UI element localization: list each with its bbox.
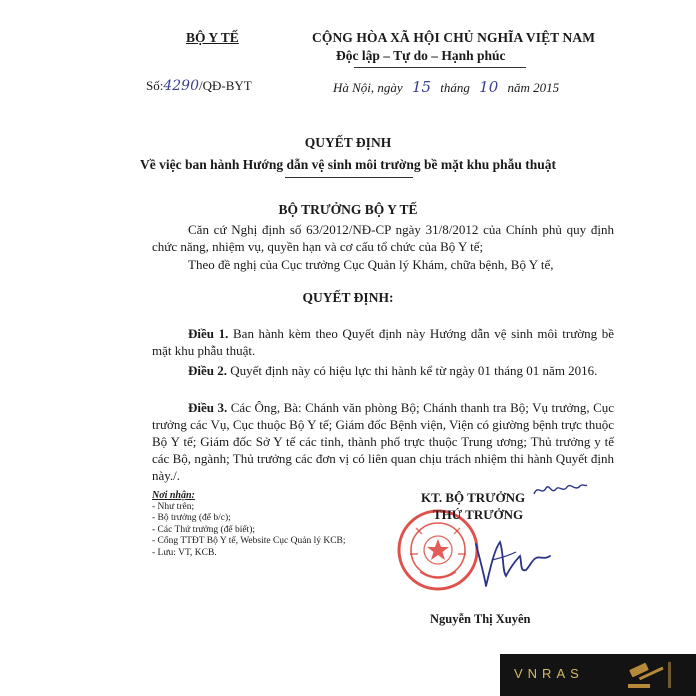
date-month-word: tháng (440, 80, 470, 95)
national-motto: Độc lập – Tự do – Hạnh phúc (336, 48, 506, 63)
date-place: Hà Nội, ngày (333, 80, 403, 95)
handwritten-signature-icon (470, 530, 554, 592)
recipient-item: - Lưu: VT, KCB. (152, 547, 217, 558)
number-prefix: Số: (146, 78, 164, 93)
article-text: Các Ông, Bà: Chánh văn phòng Bộ; Chánh thanh tra Bộ; Vụ trưởng, Cục trưởng các Vụ, Cục thuộc Bộ Y tế; Giám đốc Bệnh viện, Viện có giường bệnh trực thuộc Bộ Y tế; Giám đốc Sở Y tế các tỉnh, thành phố trực thuộc Trung ương; Thủ trưởng y tế các Bộ, ngành; Thủ trưởng các đơn vị có liên quan chịu trách nhiệm thi hành Quyết định này./. (152, 400, 615, 483)
date-day-handwritten: 15 (411, 78, 432, 96)
article-3 (152, 399, 614, 484)
vnras-logo-text: VNRAS (514, 666, 584, 681)
recipient-item: - Như trên; (152, 501, 195, 512)
article-label: Điều 3. (188, 400, 228, 415)
recipient-item: - Các Thứ trưởng (để biết); (152, 524, 255, 535)
national-title: CỘNG HÒA XÃ HỘI CHỦ NGHĨA VIỆT NAM (312, 30, 596, 45)
signature-title-line1: KT. BỘ TRƯỞNG (421, 490, 526, 505)
preamble-basis: Căn cứ Nghị định số 63/2012/NĐ-CP ngày 31/8/2012 của Chính phủ quy định chức năng, nhiệm vụ, quyền hạn và cơ cấu tổ chức của Bộ Y tế; (152, 222, 614, 254)
number-suffix: /QĐ-BYT (198, 78, 252, 93)
article-label: Điều 1. (188, 326, 229, 341)
recipients-list (152, 490, 382, 559)
date-year: năm 2015 (507, 80, 560, 95)
signature-title-line2: THỨ TRƯỞNG (433, 507, 524, 522)
recipients-heading: Nơi nhận: (152, 490, 195, 501)
article-text: Quyết định này có hiệu lực thi hành kể từ ngày 01 tháng 01 năm 2016. (230, 363, 598, 378)
document-number (146, 78, 252, 94)
article-2 (152, 362, 614, 379)
decision-heading: QUYẾT ĐỊNH: (302, 290, 394, 305)
gavel-icon (624, 658, 680, 692)
agency-name: BỘ Y TẾ (186, 30, 239, 45)
initials-scribble-icon (530, 478, 590, 502)
number-handwritten: 4290 (163, 78, 199, 94)
signer-name: Nguyễn Thị Xuyên (430, 612, 531, 626)
dateline (333, 78, 559, 96)
article-label: Điều 2. (188, 363, 227, 378)
issuing-authority: BỘ TRƯỞNG BỘ Y TẾ (278, 202, 418, 217)
subject-underline (285, 177, 413, 178)
preamble-proposal: Theo đề nghị của Cục trưởng Cục Quản lý Khám, chữa bệnh, Bộ Y tế, (188, 257, 554, 272)
recipient-item: - Bộ trưởng (để b/c); (152, 513, 231, 523)
date-month-handwritten: 10 (479, 78, 499, 96)
motto-underline (354, 67, 526, 68)
article-1 (152, 325, 614, 359)
recipient-item: - Cổng TTĐT Bộ Y tế, Website Cục Quản lý KCB; (152, 536, 346, 546)
document-title: QUYẾT ĐỊNH (304, 135, 392, 150)
article-text: Ban hành kèm theo Quyết định này Hướng dẫn vệ sinh môi trường bề mặt khu phẫu thuật. (152, 326, 615, 358)
document-subject: Về việc ban hành Hướng dẫn vệ sinh môi trường bề mặt khu phẫu thuật (140, 157, 556, 172)
